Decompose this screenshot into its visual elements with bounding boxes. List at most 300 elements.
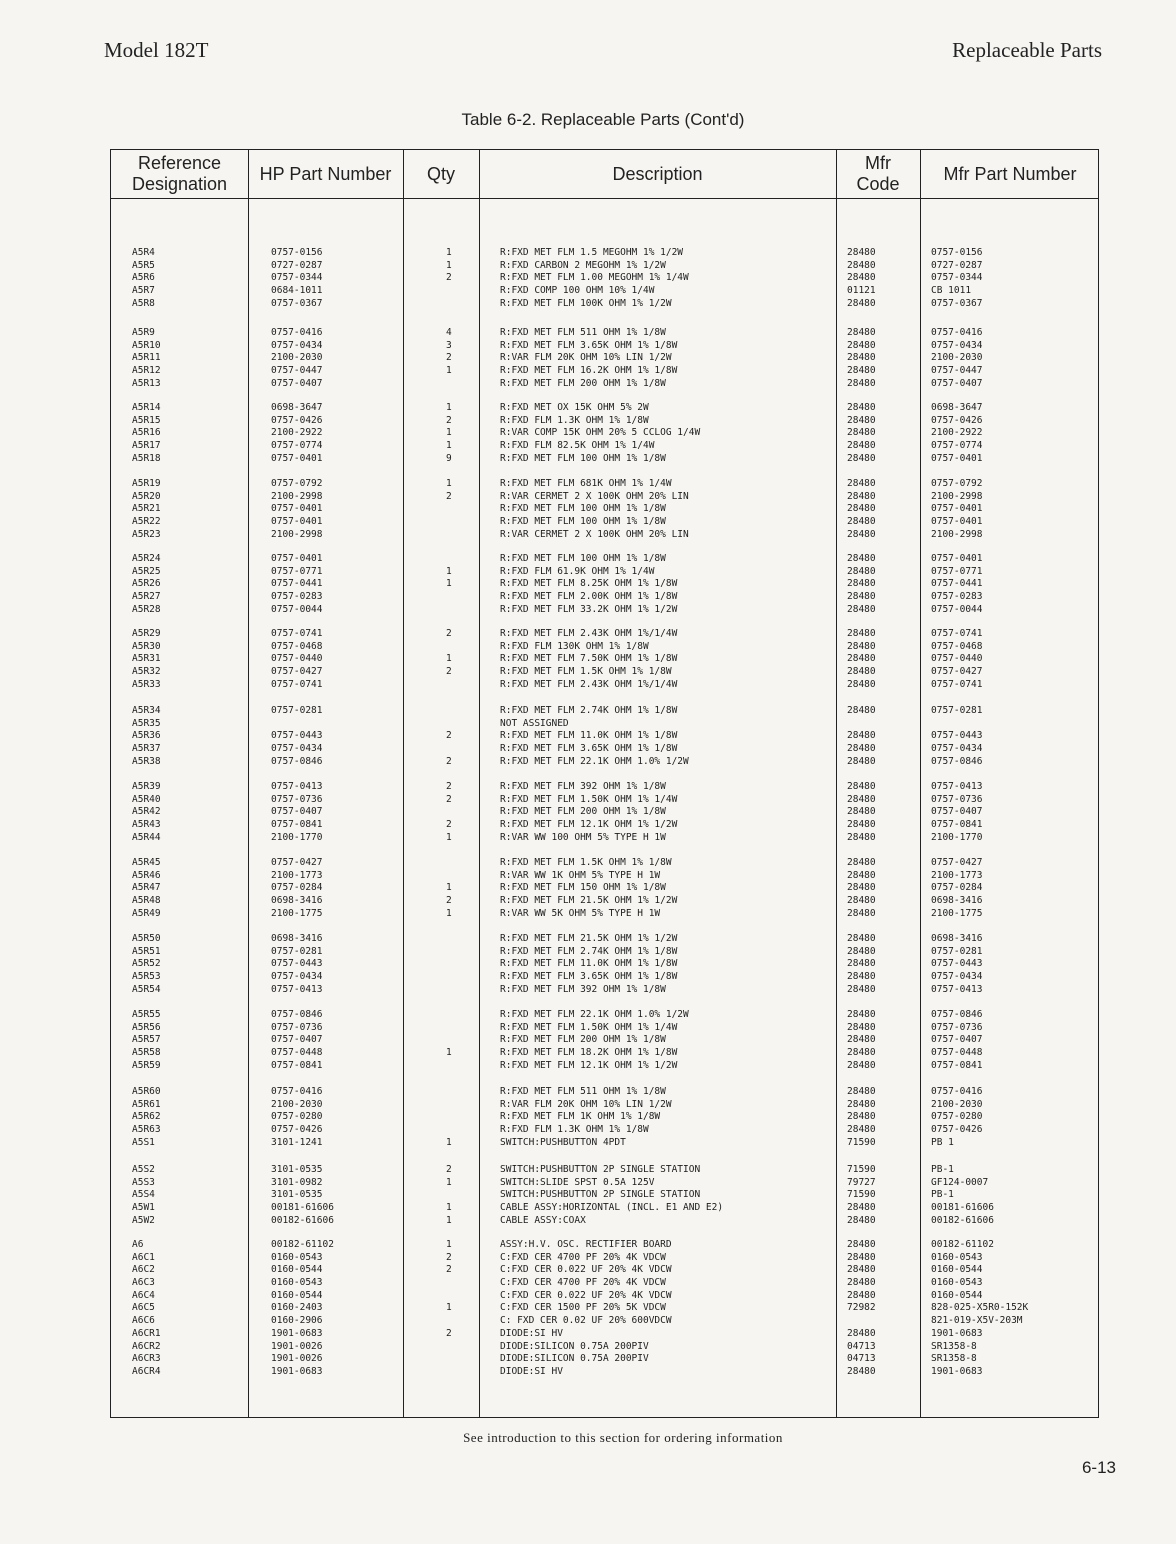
cell-mfr-code: 28480 xyxy=(847,653,876,665)
cell-mfr-part-number: 0757-0407 xyxy=(931,806,983,818)
cell-reference-designation: A5R20 xyxy=(132,490,161,502)
model-header: Model 182T xyxy=(104,38,209,62)
cell-quantity: 1 xyxy=(446,1136,452,1148)
cell-mfr-part-number: 0757-0401 xyxy=(931,516,983,528)
cell-mfr-code: 28480 xyxy=(847,1059,876,1071)
row-group xyxy=(111,553,1098,616)
table-row xyxy=(111,895,1098,908)
table-row xyxy=(111,666,1098,679)
cell-reference-designation: A5R10 xyxy=(132,339,161,351)
cell-quantity: 1 xyxy=(446,402,452,413)
table-row xyxy=(111,529,1098,542)
cell-quantity: 2 xyxy=(446,628,452,639)
cell-hp-part-number: 0757-0774 xyxy=(271,440,323,452)
cell-quantity: 1 xyxy=(446,578,452,590)
cell-description: SWITCH:PUSHBUTTON 4PDT xyxy=(500,1136,626,1148)
cell-mfr-code: 28480 xyxy=(847,1021,876,1033)
cell-reference-designation: A6C1 xyxy=(132,1251,155,1263)
cell-hp-part-number: 3101-1241 xyxy=(271,1136,323,1148)
cell-description: R:FXD MET FLM 100 OHM 1% 1/8W xyxy=(500,516,666,528)
cell-mfr-code: 28480 xyxy=(847,402,876,413)
cell-reference-designation: A5R11 xyxy=(132,352,161,364)
table-row xyxy=(111,1022,1098,1035)
cell-hp-part-number: 0160-2906 xyxy=(271,1315,323,1327)
table-row xyxy=(111,1124,1098,1137)
cell-mfr-code: 28480 xyxy=(847,247,876,258)
cell-reference-designation: A6CR3 xyxy=(132,1353,161,1365)
cell-description: R:FXD MET FLM 200 OHM 1% 1/8W xyxy=(500,806,666,818)
cell-description: C:FXD CER 4700 PF 20% 4K VDCW xyxy=(500,1251,666,1263)
cell-reference-designation: A5R33 xyxy=(132,678,161,690)
cell-reference-designation: A5R5 xyxy=(132,259,155,271)
cell-mfr-code: 28480 xyxy=(847,452,876,464)
cell-reference-designation: A5R29 xyxy=(132,628,161,639)
cell-mfr-code: 28480 xyxy=(847,553,876,564)
cell-mfr-code: 28480 xyxy=(847,352,876,364)
table-row xyxy=(111,1215,1098,1228)
cell-quantity: 1 xyxy=(446,1047,452,1059)
cell-mfr-part-number: 1901-0683 xyxy=(931,1327,983,1339)
cell-mfr-part-number: 0727-0287 xyxy=(931,259,983,271)
table-row xyxy=(111,870,1098,883)
table-row xyxy=(111,679,1098,692)
cell-description: NOT ASSIGNED xyxy=(500,717,569,729)
cell-mfr-part-number: 00182-61606 xyxy=(931,1214,994,1226)
cell-mfr-code: 28480 xyxy=(847,1289,876,1301)
cell-hp-part-number: 0684-1011 xyxy=(271,285,323,297)
cell-mfr-part-number: 0757-0426 xyxy=(931,414,983,426)
cell-quantity: 1 xyxy=(446,1214,452,1226)
cell-mfr-code: 28480 xyxy=(847,259,876,271)
cell-description: R:FXD MET FLM 1.50K OHM 1% 1/4W xyxy=(500,793,678,805)
cell-quantity: 1 xyxy=(446,1176,452,1188)
cell-hp-part-number: 0757-0771 xyxy=(271,565,323,577)
cell-description: R:FXD MET FLM 22.1K OHM 1.0% 1/2W xyxy=(500,1009,689,1020)
cell-mfr-part-number: 0757-0846 xyxy=(931,1009,983,1020)
cell-mfr-part-number: 2100-2998 xyxy=(931,490,983,502)
cell-description: R:VAR WW 1K OHM 5% TYPE H 1W xyxy=(500,869,661,881)
cell-mfr-code: 28480 xyxy=(847,781,876,792)
cell-description: R:FXD MET FLM 16.2K OHM 1% 1/8W xyxy=(500,365,678,377)
cell-mfr-code: 28480 xyxy=(847,730,876,742)
table-row xyxy=(111,578,1098,591)
table-row xyxy=(111,946,1098,959)
table-row xyxy=(111,1047,1098,1060)
cell-description: R:FXD MET FLM 2.74K OHM 1% 1/8W xyxy=(500,945,678,957)
cell-hp-part-number: 0757-0448 xyxy=(271,1047,323,1059)
cell-quantity: 2 xyxy=(446,1264,452,1276)
cell-mfr-part-number: 0757-0440 xyxy=(931,653,983,665)
cell-mfr-part-number: 0757-0426 xyxy=(931,1124,983,1136)
cell-description: R:FXD MET FLM 21.5K OHM 1% 1/2W xyxy=(500,895,678,907)
cell-mfr-code: 28480 xyxy=(847,365,876,377)
cell-mfr-part-number: 0757-0413 xyxy=(931,983,983,995)
cell-reference-designation: A5R38 xyxy=(132,755,161,767)
cell-reference-designation: A5R59 xyxy=(132,1059,161,1071)
cell-description: C: FXD CER 0.02 UF 20% 600VDCW xyxy=(500,1315,672,1327)
cell-mfr-code: 01121 xyxy=(847,285,876,297)
cell-hp-part-number: 1901-0683 xyxy=(271,1365,323,1377)
cell-hp-part-number: 0757-0044 xyxy=(271,603,323,615)
cell-mfr-part-number: 0757-0434 xyxy=(931,339,983,351)
cell-mfr-code: 28480 xyxy=(847,945,876,957)
cell-mfr-code: 28480 xyxy=(847,983,876,995)
cell-quantity: 2 xyxy=(446,730,452,742)
cell-description: R:FXD MET FLM 511 OHM 1% 1/8W xyxy=(500,1086,666,1097)
cell-reference-designation: A5R24 xyxy=(132,553,161,564)
cell-quantity: 1 xyxy=(446,365,452,377)
cell-description: R:FXD MET FLM 22.1K OHM 1.0% 1/2W xyxy=(500,755,689,767)
cell-mfr-code: 28480 xyxy=(847,1202,876,1214)
cell-mfr-code: 28480 xyxy=(847,1124,876,1136)
cell-reference-designation: A5R7 xyxy=(132,285,155,297)
cell-hp-part-number: 0757-0841 xyxy=(271,819,323,831)
cell-mfr-code: 28480 xyxy=(847,578,876,590)
cell-reference-designation: A5R62 xyxy=(132,1111,161,1123)
cell-mfr-part-number: 0757-0841 xyxy=(931,819,983,831)
cell-mfr-part-number: 2100-1775 xyxy=(931,907,983,919)
table-row xyxy=(111,1315,1098,1328)
cell-hp-part-number: 0757-0447 xyxy=(271,365,323,377)
cell-description: R:VAR CERMET 2 X 100K OHM 20% LIN xyxy=(500,490,689,502)
cell-mfr-code: 28480 xyxy=(847,503,876,515)
table-row xyxy=(111,628,1098,641)
cell-reference-designation: A5R57 xyxy=(132,1034,161,1046)
cell-description: R:FXD FLM 1.3K OHM 1% 1/8W xyxy=(500,414,649,426)
cell-reference-designation: A5R15 xyxy=(132,414,161,426)
cell-quantity: 1 xyxy=(446,247,452,258)
cell-reference-designation: A5R58 xyxy=(132,1047,161,1059)
cell-mfr-code: 28480 xyxy=(847,414,876,426)
cell-hp-part-number: 0757-0426 xyxy=(271,1124,323,1136)
cell-mfr-code: 28480 xyxy=(847,272,876,284)
row-group xyxy=(111,478,1098,541)
cell-reference-designation: A5R40 xyxy=(132,793,161,805)
table-row xyxy=(111,1177,1098,1190)
cell-mfr-part-number: 0160-0543 xyxy=(931,1277,983,1289)
cell-description: R:VAR FLM 20K OHM 10% LIN 1/2W xyxy=(500,352,672,364)
cell-quantity: 1 xyxy=(446,1239,452,1250)
cell-mfr-code: 28480 xyxy=(847,806,876,818)
table-row xyxy=(111,553,1098,566)
cell-mfr-code: 28480 xyxy=(847,516,876,528)
table-row xyxy=(111,857,1098,870)
cell-mfr-code: 28480 xyxy=(847,1251,876,1263)
cell-hp-part-number: 0698-3416 xyxy=(271,895,323,907)
cell-mfr-part-number: 2100-2030 xyxy=(931,352,983,364)
cell-description: CABLE ASSY:COAX xyxy=(500,1214,586,1226)
cell-description: R:FXD FLM 82.5K OHM 1% 1/4W xyxy=(500,440,655,452)
table-row xyxy=(111,641,1098,654)
cell-mfr-code: 28480 xyxy=(847,297,876,309)
cell-description: CABLE ASSY:HORIZONTAL (INCL. E1 AND E2) xyxy=(500,1202,724,1214)
cell-mfr-part-number: SR1358-8 xyxy=(931,1353,977,1365)
cell-hp-part-number: 0757-0443 xyxy=(271,730,323,742)
cell-mfr-part-number: PB-1 xyxy=(931,1189,954,1201)
cell-mfr-part-number: 0757-0281 xyxy=(931,705,983,716)
cell-mfr-code: 28480 xyxy=(847,377,876,389)
cell-description: R:FXD MET FLM 12.1K OHM 1% 1/2W xyxy=(500,819,678,831)
cell-hp-part-number: 0757-0440 xyxy=(271,653,323,665)
page-number: 6-13 xyxy=(1081,1458,1116,1477)
cell-quantity: 2 xyxy=(446,793,452,805)
cell-mfr-part-number: 0160-0544 xyxy=(931,1264,983,1276)
table-row xyxy=(111,1302,1098,1315)
table-row xyxy=(111,781,1098,794)
table-row xyxy=(111,260,1098,273)
cell-mfr-part-number: 2100-2922 xyxy=(931,427,983,439)
table-row xyxy=(111,415,1098,428)
cell-reference-designation: A5R43 xyxy=(132,819,161,831)
cell-mfr-code: 28480 xyxy=(847,591,876,603)
cell-mfr-part-number: 0757-0443 xyxy=(931,730,983,742)
cell-description: C:FXD CER 0.022 UF 20% 4K VDCW xyxy=(500,1264,672,1276)
cell-mfr-part-number: 0757-0156 xyxy=(931,247,983,258)
cell-quantity: 1 xyxy=(446,653,452,665)
table-row xyxy=(111,1099,1098,1112)
cell-description: R:FXD MET FLM 100 OHM 1% 1/8W xyxy=(500,503,666,515)
cell-mfr-code: 28480 xyxy=(847,1047,876,1059)
table-row xyxy=(111,653,1098,666)
cell-hp-part-number: 0757-0401 xyxy=(271,516,323,528)
parts-table xyxy=(110,149,1099,1418)
cell-mfr-code: 28480 xyxy=(847,743,876,755)
cell-hp-part-number: 0757-0407 xyxy=(271,806,323,818)
cell-reference-designation: A6CR1 xyxy=(132,1327,161,1339)
cell-description: R:FXD MET FLM 8.25K OHM 1% 1/8W xyxy=(500,578,678,590)
cell-mfr-code: 28480 xyxy=(847,705,876,716)
cell-description: R:FXD MET FLM 2.00K OHM 1% 1/8W xyxy=(500,591,678,603)
table-row xyxy=(111,984,1098,997)
table-row xyxy=(111,1034,1098,1047)
cell-quantity: 4 xyxy=(446,327,452,338)
table-row xyxy=(111,402,1098,415)
cell-description: C:FXD CER 0.022 UF 20% 4K VDCW xyxy=(500,1289,672,1301)
cell-quantity: 2 xyxy=(446,666,452,678)
cell-mfr-code: 28480 xyxy=(847,958,876,970)
cell-hp-part-number: 2100-1770 xyxy=(271,831,323,843)
cell-description: R:VAR CERMET 2 X 100K OHM 20% LIN xyxy=(500,528,689,540)
table-row xyxy=(111,427,1098,440)
col-header-description: Description xyxy=(612,163,703,184)
cell-reference-designation: A6CR2 xyxy=(132,1340,161,1352)
cell-reference-designation: A6C4 xyxy=(132,1289,155,1301)
cell-reference-designation: A5R13 xyxy=(132,377,161,389)
cell-hp-part-number: 0160-2403 xyxy=(271,1302,323,1314)
cell-hp-part-number: 0757-0434 xyxy=(271,971,323,983)
cell-description: R:FXD MET FLM 2.43K OHM 1%/1/4W xyxy=(500,628,678,639)
table-row xyxy=(111,1341,1098,1354)
table-row xyxy=(111,1009,1098,1022)
cell-mfr-code: 71590 xyxy=(847,1136,876,1148)
cell-mfr-part-number: 0757-0283 xyxy=(931,591,983,603)
cell-mfr-part-number: 0757-0468 xyxy=(931,640,983,652)
cell-reference-designation: A6 xyxy=(132,1239,144,1250)
cell-description: R:VAR WW 5K OHM 5% TYPE H 1W xyxy=(500,907,661,919)
cell-description: R:FXD MET FLM 511 OHM 1% 1/8W xyxy=(500,327,666,338)
cell-quantity: 2 xyxy=(446,819,452,831)
cell-description: R:FXD CARBON 2 MEGOHM 1% 1/2W xyxy=(500,259,666,271)
cell-mfr-code: 28480 xyxy=(847,640,876,652)
cell-reference-designation: A5R9 xyxy=(132,327,155,338)
cell-mfr-part-number: 821-019-X5V-203M xyxy=(931,1315,1023,1327)
cell-hp-part-number: 0757-0413 xyxy=(271,983,323,995)
cell-description: R:FXD MET FLM 1.00 MEGOHM 1% 1/4W xyxy=(500,272,689,284)
cell-mfr-code: 28480 xyxy=(847,1111,876,1123)
col-header-mfr-code: Mfr Code xyxy=(856,153,900,194)
cell-hp-part-number: 0160-0543 xyxy=(271,1251,323,1263)
cell-hp-part-number: 0727-0287 xyxy=(271,259,323,271)
table-row xyxy=(111,743,1098,756)
cell-hp-part-number: 3101-0535 xyxy=(271,1164,323,1175)
cell-reference-designation: A5R8 xyxy=(132,297,155,309)
cell-quantity: 1 xyxy=(446,259,452,271)
cell-hp-part-number: 0757-0413 xyxy=(271,781,323,792)
table-row xyxy=(111,352,1098,365)
col-header-hp-part-number: HP Part Number xyxy=(259,163,392,184)
cell-description: R:FXD MET FLM 3.65K OHM 1% 1/8W xyxy=(500,743,678,755)
cell-quantity: 2 xyxy=(446,1251,452,1263)
cell-description: R:FXD MET FLM 100K OHM 1% 1/2W xyxy=(500,297,672,309)
cell-mfr-code: 28480 xyxy=(847,678,876,690)
cell-mfr-code: 28480 xyxy=(847,1009,876,1020)
table-row xyxy=(111,718,1098,731)
cell-mfr-code: 71590 xyxy=(847,1164,876,1175)
cell-reference-designation: A5R50 xyxy=(132,933,161,944)
cell-quantity: 2 xyxy=(446,490,452,502)
cell-mfr-code: 28480 xyxy=(847,1277,876,1289)
cell-mfr-code: 28480 xyxy=(847,528,876,540)
table-row xyxy=(111,516,1098,529)
cell-mfr-code: 28480 xyxy=(847,1239,876,1250)
cell-hp-part-number: 0757-0792 xyxy=(271,478,323,489)
cell-description: R:FXD MET FLM 1.5K OHM 1% 1/8W xyxy=(500,857,672,868)
cell-description: R:FXD MET FLM 3.65K OHM 1% 1/8W xyxy=(500,971,678,983)
cell-quantity: 1 xyxy=(446,1302,452,1314)
row-group xyxy=(111,628,1098,691)
cell-mfr-part-number: 0757-0427 xyxy=(931,857,983,868)
table-row xyxy=(111,1086,1098,1099)
row-group xyxy=(111,857,1098,920)
row-group xyxy=(111,402,1098,465)
cell-reference-designation: A5R16 xyxy=(132,427,161,439)
section-header: Replaceable Parts xyxy=(952,38,1102,62)
cell-hp-part-number: 0757-0846 xyxy=(271,1009,323,1020)
table-row xyxy=(111,591,1098,604)
table-row xyxy=(111,1137,1098,1150)
cell-description: R:FXD MET FLM 3.65K OHM 1% 1/8W xyxy=(500,339,678,351)
cell-reference-designation: A5R37 xyxy=(132,743,161,755)
row-group xyxy=(111,1164,1098,1227)
cell-reference-designation: A5R19 xyxy=(132,478,161,489)
cell-hp-part-number: 1901-0026 xyxy=(271,1340,323,1352)
cell-reference-designation: A5R55 xyxy=(132,1009,161,1020)
cell-mfr-code: 04713 xyxy=(847,1353,876,1365)
cell-hp-part-number: 0757-0427 xyxy=(271,666,323,678)
cell-hp-part-number: 2100-2030 xyxy=(271,1098,323,1110)
cell-reference-designation: A5R53 xyxy=(132,971,161,983)
cell-hp-part-number: 0757-0407 xyxy=(271,377,323,389)
cell-hp-part-number: 0757-0281 xyxy=(271,945,323,957)
cell-reference-designation: A5R23 xyxy=(132,528,161,540)
cell-hp-part-number: 0757-0846 xyxy=(271,755,323,767)
cell-hp-part-number: 0757-0156 xyxy=(271,247,323,258)
cell-hp-part-number: 0757-0283 xyxy=(271,591,323,603)
cell-description: R:FXD MET FLM 11.0K OHM 1% 1/8W xyxy=(500,958,678,970)
cell-reference-designation: A5R48 xyxy=(132,895,161,907)
cell-quantity: 2 xyxy=(446,352,452,364)
cell-reference-designation: A5R4 xyxy=(132,247,155,258)
cell-mfr-part-number: 0757-0434 xyxy=(931,743,983,755)
cell-mfr-part-number: 0757-0741 xyxy=(931,678,983,690)
table-row xyxy=(111,1239,1098,1252)
cell-quantity: 1 xyxy=(446,907,452,919)
cell-description: R:FXD MET FLM 2.74K OHM 1% 1/8W xyxy=(500,705,678,716)
cell-mfr-part-number: 0757-0407 xyxy=(931,377,983,389)
cell-description: R:FXD MET FLM 1K OHM 1% 1/8W xyxy=(500,1111,661,1123)
cell-mfr-part-number: 00181-61606 xyxy=(931,1202,994,1214)
cell-hp-part-number: 00182-61102 xyxy=(271,1239,334,1250)
cell-hp-part-number: 0757-0441 xyxy=(271,578,323,590)
table-row xyxy=(111,298,1098,311)
cell-mfr-part-number: 0757-0736 xyxy=(931,793,983,805)
cell-mfr-code: 28480 xyxy=(847,793,876,805)
col-header-reference-designation: Reference Designation xyxy=(131,153,228,194)
cell-hp-part-number: 0757-0280 xyxy=(271,1111,323,1123)
cell-mfr-code: 28480 xyxy=(847,666,876,678)
cell-mfr-code: 28480 xyxy=(847,895,876,907)
cell-mfr-part-number: PB 1 xyxy=(931,1136,954,1148)
cell-quantity: 2 xyxy=(446,272,452,284)
cell-mfr-part-number: 0757-0443 xyxy=(931,958,983,970)
table-row xyxy=(111,1202,1098,1215)
cell-reference-designation: A5W2 xyxy=(132,1214,155,1226)
cell-mfr-part-number: 0757-0441 xyxy=(931,578,983,590)
cell-mfr-code: 28480 xyxy=(847,1086,876,1097)
cell-mfr-code: 28480 xyxy=(847,490,876,502)
cell-mfr-part-number: 0757-0281 xyxy=(931,945,983,957)
cell-quantity: 1 xyxy=(446,831,452,843)
table-row xyxy=(111,1264,1098,1277)
cell-description: R:FXD MET FLM 200 OHM 1% 1/8W xyxy=(500,377,666,389)
cell-hp-part-number: 0757-0281 xyxy=(271,705,323,716)
cell-quantity: 2 xyxy=(446,755,452,767)
cell-quantity: 2 xyxy=(446,1327,452,1339)
cell-reference-designation: A5R6 xyxy=(132,272,155,284)
cell-reference-designation: A5R32 xyxy=(132,666,161,678)
cell-description: R:FXD MET FLM 33.2K OHM 1% 1/2W xyxy=(500,603,678,615)
cell-reference-designation: A5R56 xyxy=(132,1021,161,1033)
row-group xyxy=(111,933,1098,996)
cell-description: R:FXD MET FLM 2.43K OHM 1%/1/4W xyxy=(500,678,678,690)
cell-description: R:FXD FLM 61.9K OHM 1% 1/4W xyxy=(500,565,655,577)
row-group xyxy=(111,781,1098,844)
cell-mfr-part-number: PB-1 xyxy=(931,1164,954,1175)
table-row xyxy=(111,1353,1098,1366)
cell-mfr-code: 71590 xyxy=(847,1189,876,1201)
cell-mfr-part-number: 0757-0401 xyxy=(931,553,983,564)
cell-mfr-code: 28480 xyxy=(847,427,876,439)
cell-mfr-code: 28480 xyxy=(847,327,876,338)
cell-mfr-part-number: 828-025-X5R0-152K xyxy=(931,1302,1029,1314)
cell-reference-designation: A5R31 xyxy=(132,653,161,665)
table-row xyxy=(111,566,1098,579)
cell-hp-part-number: 0757-0416 xyxy=(271,327,323,338)
cell-quantity: 3 xyxy=(446,339,452,351)
cell-mfr-code: 28480 xyxy=(847,628,876,639)
cell-description: R:FXD MET FLM 1.5K OHM 1% 1/8W xyxy=(500,666,672,678)
cell-mfr-code: 79727 xyxy=(847,1176,876,1188)
